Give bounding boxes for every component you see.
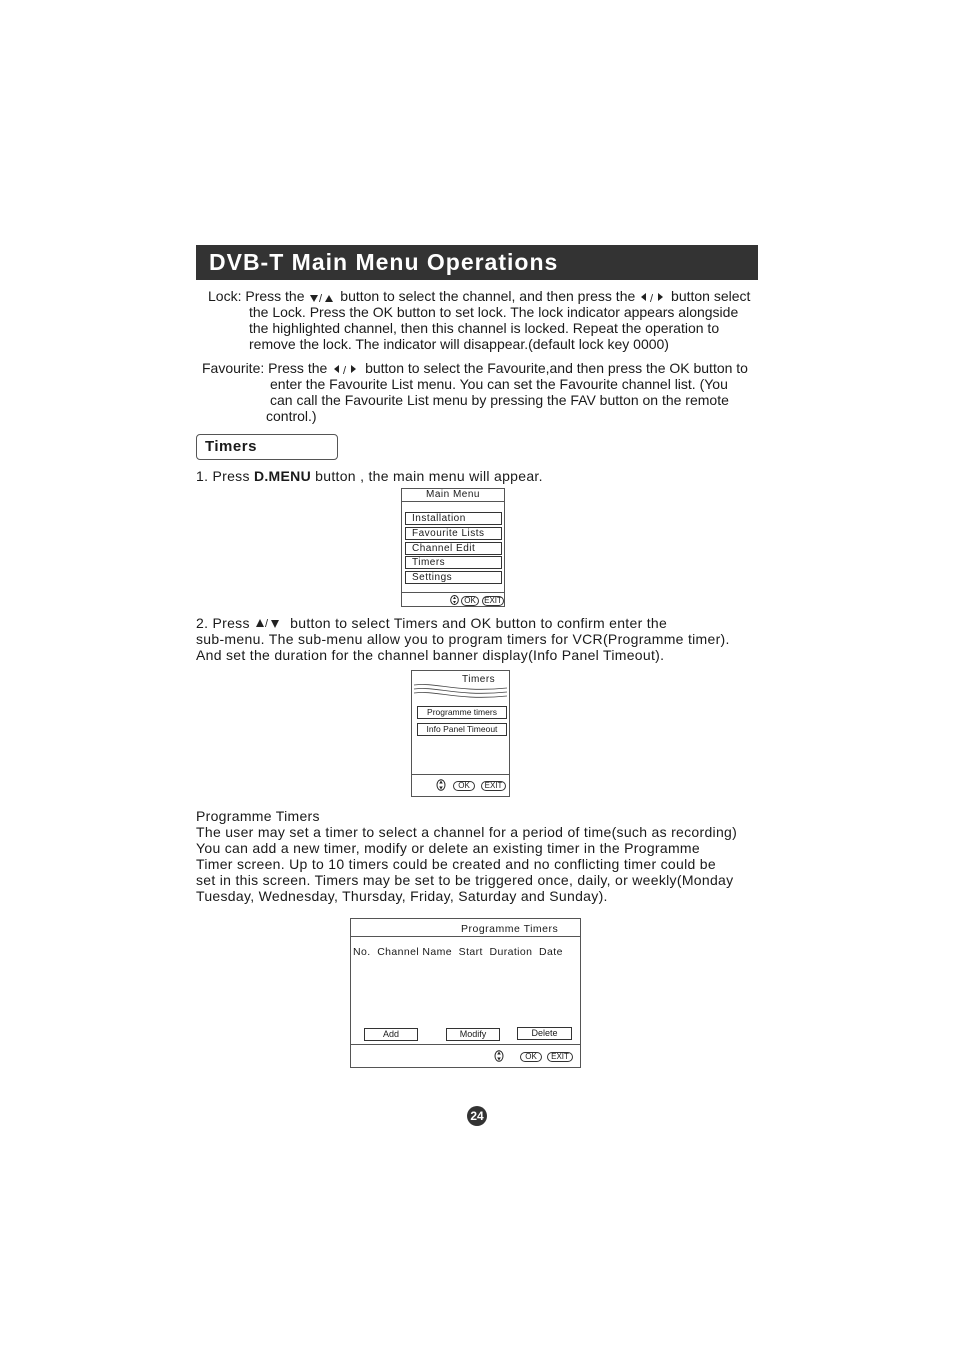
left-right-arrow-icon xyxy=(331,363,361,375)
up-down-arrow-icon xyxy=(254,617,286,631)
menu-item-info-panel-timeout[interactable]: Info Panel Timeout xyxy=(417,723,507,736)
navigation-icon xyxy=(450,595,459,605)
main-menu-title: Main Menu xyxy=(426,489,480,500)
navigation-icon xyxy=(436,779,446,791)
exit-button-hint: EXIT xyxy=(482,596,504,606)
programme-timers-screen xyxy=(350,918,581,1068)
wave-decoration xyxy=(412,679,509,699)
main-menu-divider xyxy=(402,501,504,502)
menu-item-installation[interactable]: Installation xyxy=(405,512,502,525)
favourite-line-3: can call the Favourite List menu by pressing the FAV button on the remote xyxy=(270,392,729,408)
step-2-line-1: 2. Press / button to select Timers and OK button to confirm enter the xyxy=(196,615,668,631)
step-1-text: 1. Press D.MENU button , the main menu will appear. xyxy=(196,468,543,484)
footer-divider xyxy=(351,1044,580,1045)
programme-timers-heading: Programme Timers xyxy=(196,808,320,824)
svg-text:/: / xyxy=(650,293,654,304)
column-channel-name: Channel Name xyxy=(377,946,453,958)
favourite-line-2: enter the Favourite List menu. You can set the Favourite channel list. (You xyxy=(270,376,728,392)
page-title-bar xyxy=(196,245,758,280)
programme-timers-line-5: Tuesday, Wednesday, Thursday, Friday, Saturday and Sunday). xyxy=(196,888,608,904)
modify-button[interactable]: Modify xyxy=(446,1028,500,1041)
header-divider xyxy=(351,936,580,937)
delete-button[interactable]: Delete xyxy=(517,1027,572,1040)
left-right-arrow-icon xyxy=(639,291,667,303)
section-header-timers xyxy=(196,434,338,460)
menu-item-channel-edit[interactable]: Channel Edit xyxy=(405,542,502,555)
ok-button-hint: OK xyxy=(520,1052,542,1062)
add-button[interactable]: Add xyxy=(364,1028,418,1041)
menu-item-favourite-lists[interactable]: Favourite Lists xyxy=(405,527,502,540)
main-menu-footer-divider xyxy=(402,592,504,593)
ok-button-hint: OK xyxy=(461,596,479,606)
menu-item-timers[interactable]: Timers xyxy=(405,556,502,569)
svg-text:/: / xyxy=(343,365,347,376)
step-2-line-3: And set the duration for the channel banner display(Info Panel Timeout). xyxy=(196,647,665,663)
favourite-line-4: control.) xyxy=(266,408,317,424)
programme-timers-line-3: Timer screen. Up to 10 timers could be created and no conflicting timer could be xyxy=(196,856,716,872)
ok-button-hint: OK xyxy=(453,781,475,791)
page-title: DVB-T Main Menu Operations xyxy=(209,249,559,275)
column-start: Start xyxy=(458,946,483,958)
svg-text:/: / xyxy=(264,618,269,631)
step-2-line-2: sub-menu. The sub-menu allow you to program timers for VCR(Programme timer). xyxy=(196,631,730,647)
column-date: Date xyxy=(539,946,563,958)
lock-line-1: Lock: Press the / button to select the channel, and then press the / button select xyxy=(208,288,751,304)
svg-text:/: / xyxy=(319,293,323,304)
column-headers xyxy=(353,946,563,958)
timers-menu-screen xyxy=(411,670,510,797)
timers-footer-divider xyxy=(412,774,509,775)
exit-button-hint: EXIT xyxy=(481,781,506,791)
menu-item-programme-timers[interactable]: Programme timers xyxy=(417,706,507,719)
navigation-icon xyxy=(494,1050,504,1062)
programme-timers-line-2: You can add a new timer, modify or delete an existing timer in the Programme xyxy=(196,840,700,856)
down-up-arrow-icon xyxy=(308,291,336,303)
favourite-line-1: Favourite: Press the / button to select the Favourite,and then press the OK button to xyxy=(202,360,748,376)
page-number-badge: 24 xyxy=(467,1106,487,1126)
main-menu-screen xyxy=(401,488,505,607)
lock-line-4: remove the lock. The indicator will disappear.(default lock key 0000) xyxy=(249,336,669,352)
lock-line-3: the highlighted channel, then this channel is locked. Repeat the operation to xyxy=(249,320,720,336)
section-title: Timers xyxy=(205,438,257,455)
programme-timers-line-1: The user may set a timer to select a channel for a period of time(such as recording) xyxy=(196,824,738,840)
column-no: No. xyxy=(353,946,371,958)
column-duration: Duration xyxy=(489,946,533,958)
programme-timers-line-4: set in this screen. Timers may be set to be triggered once, daily, or weekly(Monday xyxy=(196,872,734,888)
menu-item-settings[interactable]: Settings xyxy=(405,571,502,584)
programme-timers-title: Programme Timers xyxy=(461,923,559,935)
exit-button-hint: EXIT xyxy=(547,1052,573,1062)
dmenu-key: D.MENU xyxy=(253,468,311,484)
timers-menu-title: Timers xyxy=(462,674,496,685)
lock-line-2: the Lock. Press the OK button to set lock. The lock indicator appears alongside xyxy=(249,304,739,320)
